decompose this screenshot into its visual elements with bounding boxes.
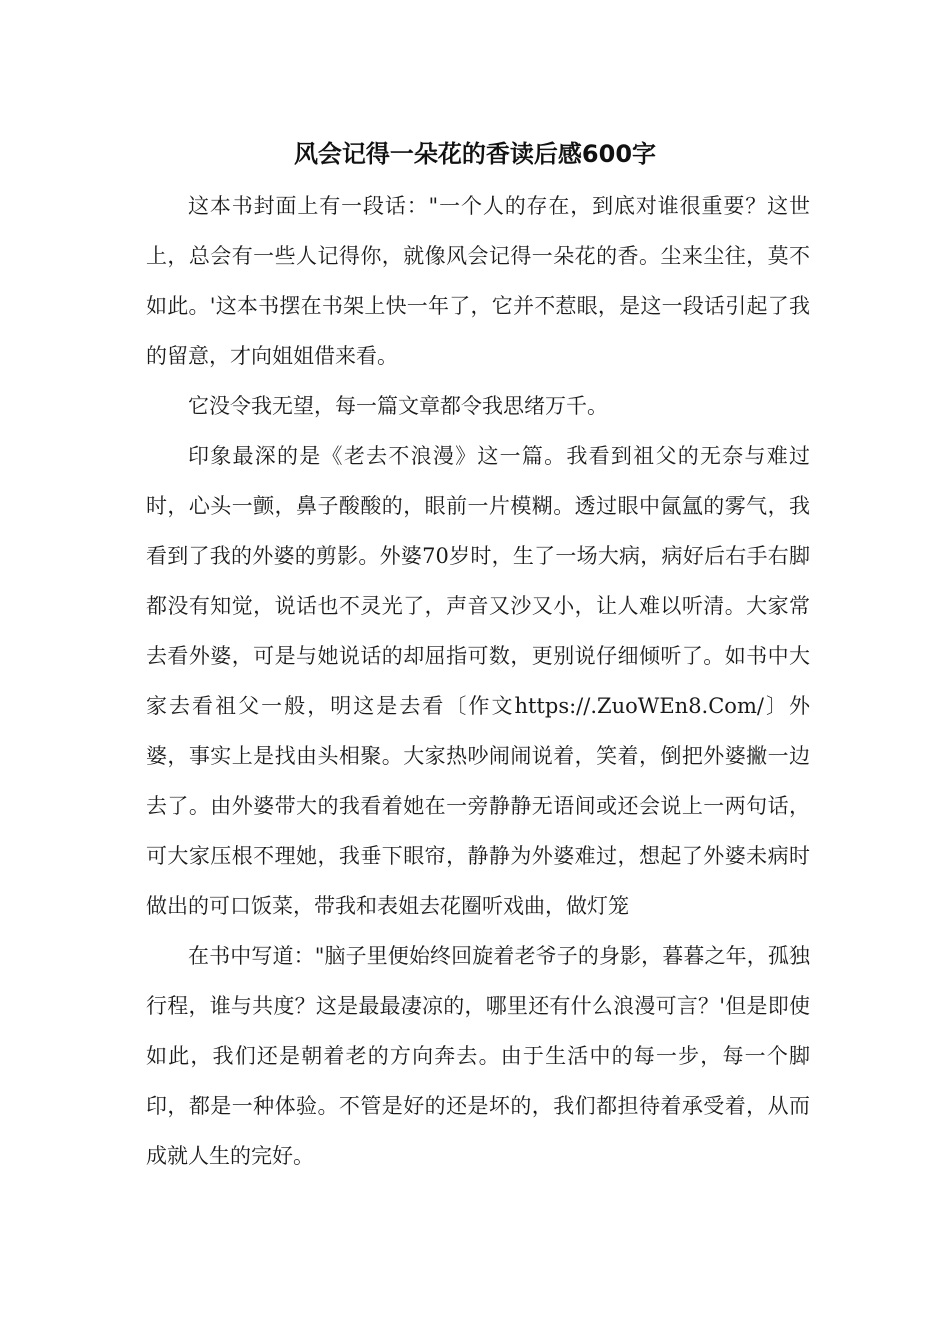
document-title: 风会记得一朵花的香读后感600字 — [293, 140, 657, 168]
document-body — [146, 181, 810, 1181]
paragraph-4: 在书中写道："脑子里便始终回旋着老爷子的身影，暮暮之年，孤独行程，谁与共度？这是最最凄凉的，哪里还有什么浪漫可言？'但是即使如此，我们还是朝着老的方向奔去。由于生活中的每一步，每一个脚印，都是一种体验。不管是好的还是坏的，我们都担待着承受着，从而成就人生的完好。 — [146, 944, 810, 1168]
paragraph-2: 它没令我无望，每一篇文章都令我思绪万千。 — [188, 394, 608, 418]
paragraph-3: 印象最深的是《老去不浪漫》这一篇。我看到祖父的无奈与难过时，心头一颤，鼻子酸酸的，眼前一片模糊。透过眼中氤氲的雾气，我看到了我的外婆的剪影。外婆70岁时，生了一场大病，病好后右手右脚都没有知觉，说话也不灵光了，声音又沙又小，让人难以听清。大家常去看外婆，可是与她说话的却屈指可数，更别说仔细倾听了。如书中大家去看祖父一般，明这是去看〔作文https://.ZuoWEn8.Com/〕外婆，事实上是找由头相聚。大家热吵闹闹说着，笑着，倒把外婆撇一边去了。由外婆带大的我看着她在一旁静静无语间或还会说上一两句话，可大家压根不理她，我垂下眼帘，静静为外婆难过，想起了外婆未病时做出的可口饭菜，带我和表姐去花圈听戏曲，做灯笼 — [146, 444, 810, 918]
paragraph-1: 这本书封面上有一段话："一个人的存在，到底对谁很重要？这世上，总会有一些人记得你，就像风会记得一朵花的香。尘来尘往，莫不如此。'这本书摆在书架上快一年了，它并不惹眼，是这一段话引起了我的留意，才向姐姐借来看。 — [146, 194, 810, 368]
